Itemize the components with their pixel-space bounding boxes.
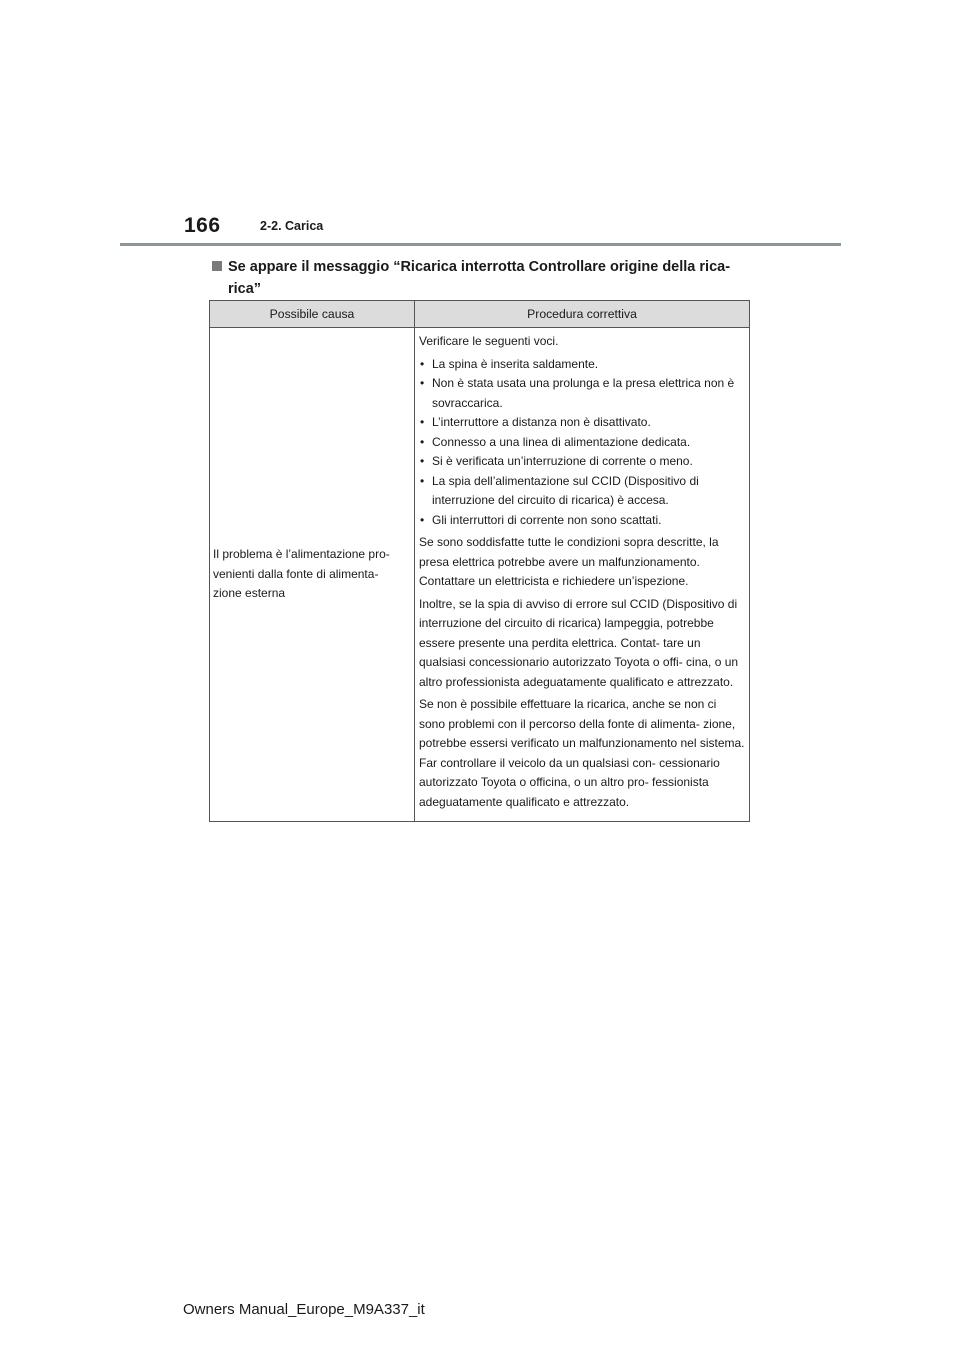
square-bullet-icon	[212, 261, 222, 271]
check-item: • Gli interruttori di corrente non sono scattati.	[419, 511, 745, 531]
column-header-cause: Possibile causa	[210, 301, 415, 328]
heading-line-2: rica”	[228, 281, 262, 297]
heading-line-1: Se appare il messaggio “Ricarica interrotta Controllare origine della rica-	[228, 259, 731, 275]
column-header-procedure: Procedura correttiva	[415, 301, 750, 328]
check-item: • L’interruttore a distanza non è disattivato.	[419, 413, 745, 433]
check-item: • Connesso a una linea di alimentazione dedicata.	[419, 433, 745, 453]
check-item: • La spina è inserita saldamente.	[419, 355, 745, 375]
cause-line: venienti dalla fonte di alimenta-	[213, 566, 379, 581]
check-item: • Si è verificata un’interruzione di corrente o meno.	[419, 452, 745, 472]
section-title: 2-2. Carica	[260, 219, 324, 233]
cause-line: Il problema è l’alimentazione pro-	[213, 547, 390, 562]
table-row	[210, 328, 750, 822]
procedure-cell	[415, 328, 750, 822]
page-number: 166	[184, 214, 221, 237]
troubleshooting-table	[209, 300, 750, 822]
table-header-row	[210, 301, 750, 328]
procedure-paragraph: Se non è possibile effettuare la ricarica, anche se non ci sono problemi con il percorso della fonte di alimenta- zione, potrebbe essersi verificato un malfunzionamento nel sistema. Far controllare il veicolo da un qualsiasi con- cessionario autorizzato Toyota o officina, o un altro pro- fessionista adeguatamente qualificato e attrezzato.	[419, 697, 745, 809]
section-heading	[212, 256, 752, 300]
check-list	[419, 355, 745, 531]
footer-document-id: Owners Manual_Europe_M9A337_it	[183, 1301, 425, 1318]
cause-cell	[210, 328, 415, 822]
procedure-paragraph: Se sono soddisfatte tutte le condizioni sopra descritte, la presa elettrica potrebbe avere un malfunzionamento. Contattare un elettricista e richiedere un’ispezione.	[419, 535, 719, 588]
check-item: • Non è stata usata una prolunga e la presa elettrica non è sovraccarica.	[419, 374, 745, 413]
procedure-paragraph: Inoltre, se la spia di avviso di errore sul CCID (Dispositivo di interruzione del circuito di ricarica) lampeggia, potrebbe essere presente una perdita elettrica. Contat- tare un qualsiasi concessionario autorizzato Toyota o offi- cina, o un altro professionista adeguatamente qualificato e attrezzato.	[419, 596, 739, 689]
procedure-intro: Verificare le seguenti voci.	[419, 334, 559, 348]
check-item: • La spia dell’alimentazione sul CCID (Dispositivo di interruzione del circuito di ricarica) è accesa.	[419, 472, 745, 511]
header-divider	[120, 243, 841, 246]
cause-line: zione esterna	[213, 586, 286, 601]
